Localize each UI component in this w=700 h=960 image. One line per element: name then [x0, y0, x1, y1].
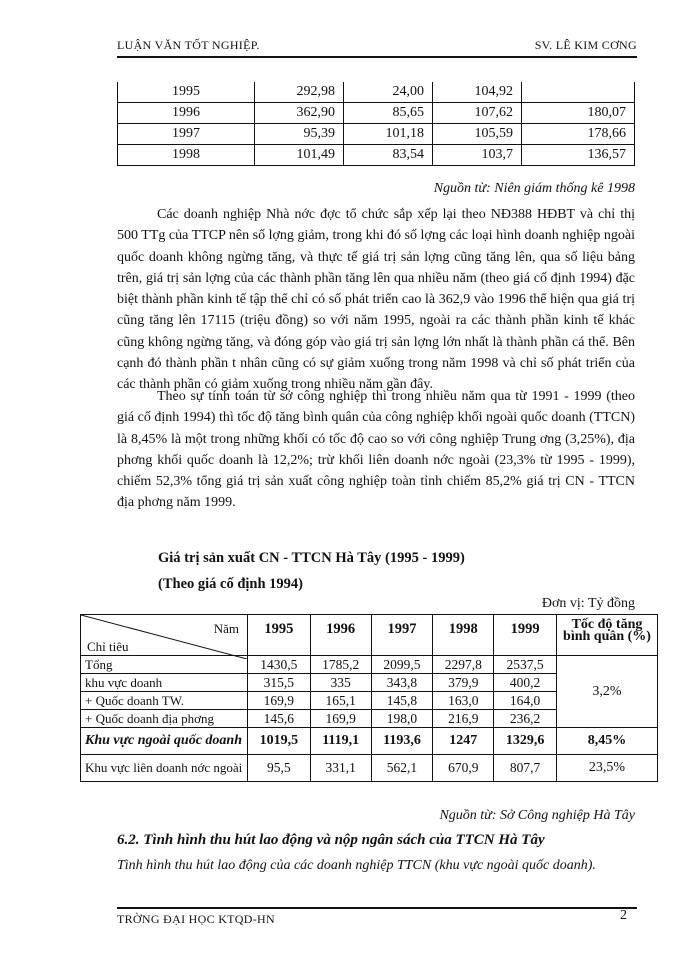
value-cell: 85,65 [344, 103, 433, 124]
row-label: Khu vực ngoài quốc doanh [81, 728, 248, 755]
year-header: 1995 [248, 615, 311, 656]
value-cell: 145,6 [248, 710, 311, 728]
value-cell: 136,57 [522, 145, 635, 166]
table-row [118, 82, 635, 103]
value-cell: 165,1 [310, 692, 371, 710]
value-cell: 180,07 [522, 103, 635, 124]
value-cell: 105,59 [433, 124, 522, 145]
value-cell: 292,98 [255, 82, 344, 103]
value-cell: 562,1 [371, 755, 433, 782]
growth-cell: 3,2% [557, 656, 658, 728]
page-number: 2 [620, 908, 627, 923]
value-cell: 216,9 [433, 710, 494, 728]
value-cell: 101,18 [344, 124, 433, 145]
value-cell: 178,66 [522, 124, 635, 145]
value-cell: 400,2 [494, 674, 557, 692]
year-cell: 1998 [118, 145, 255, 166]
value-cell: 145,8 [371, 692, 433, 710]
footer-rule [117, 907, 637, 909]
value-cell: 95,39 [255, 124, 344, 145]
value-cell: 1329,6 [494, 728, 557, 755]
value-cell: 315,5 [248, 674, 311, 692]
page-header [117, 38, 637, 54]
value-cell: 1119,1 [310, 728, 371, 755]
value-cell: 104,92 [433, 82, 522, 103]
value-cell: 164,0 [494, 692, 557, 710]
value-cell: 169,9 [310, 710, 371, 728]
body-paragraph-2: Theo sự tính toán từ sở công nghiệp thì trong nhiều năm qua từ 1991 - 1999 (theo giá cố định 1994) thì tốc độ tăng bình quân của công nghiệp khối ngoài quốc doanh (TTCN) là 8,45% là một trong những khối có tốc độ cao so với công nghiệp Trung ơng (3,25%), địa phơng khối quốc doanh là 12,2%; trừ khối liên doanh nớc ngoài (23,3% từ 1995 - 1999), chiếm 52,3% tổng giá trị sản xuất công nghiệp toàn tỉnh chiếm 85,2% giá trị CN - TTCN địa phơng năm 1999. [117, 389, 635, 511]
header-thesis-label: LUẬN VĂN TỐT NGHIỆP. [117, 38, 260, 52]
value-cell: 83,54 [344, 145, 433, 166]
value-cell: 670,9 [433, 755, 494, 782]
value-cell: 2297,8 [433, 656, 494, 674]
value-cell: 362,90 [255, 103, 344, 124]
production-index-table [117, 82, 635, 166]
row-label: Khu vực liên doanh nớc ngoài [81, 755, 248, 782]
year-header: 1998 [433, 615, 494, 656]
header-rule [117, 56, 637, 58]
year-cell: 1996 [118, 103, 255, 124]
value-cell: 1247 [433, 728, 494, 755]
value-cell: 331,1 [310, 755, 371, 782]
year-header: 1997 [371, 615, 433, 656]
row-label: + Quốc doanh địa phơng [81, 710, 248, 728]
table-header-row [81, 615, 658, 656]
value-cell [522, 82, 635, 103]
diagonal-header-cell [81, 615, 248, 656]
value-cell: 24,00 [344, 82, 433, 103]
year-header: 1999 [494, 615, 557, 656]
year-cell: 1997 [118, 124, 255, 145]
year-cell: 1995 [118, 82, 255, 103]
value-cell: 107,62 [433, 103, 522, 124]
table-row [118, 103, 635, 124]
growth-cell: 23,5% [557, 755, 658, 782]
value-cell: 163,0 [433, 692, 494, 710]
unit-label: Đơn vị: Tỷ đồng [541, 596, 635, 611]
header-indicator-label: Chỉ tiêu [87, 639, 129, 654]
value-cell: 103,7 [433, 145, 522, 166]
row-label: khu vực doanh [81, 674, 248, 692]
value-cell: 1785,2 [310, 656, 371, 674]
table1-source-note: Nguồn từ: Niên giám thống kê 1998 [433, 181, 635, 196]
value-cell: 1193,6 [371, 728, 433, 755]
value-cell: 1019,5 [248, 728, 311, 755]
value-cell: 2099,5 [371, 656, 433, 674]
value-cell: 335 [310, 674, 371, 692]
header-student-name: SV. LÊ KIM CƠNG [534, 38, 637, 52]
year-header: 1996 [310, 615, 371, 656]
row-label: Tổng [81, 656, 248, 674]
section-intro-paragraph: Tình hình thu hút lao động của các doanh nghiệp TTCN (khu vực ngoài quốc doanh). [117, 858, 596, 873]
value-cell: 101,49 [255, 145, 344, 166]
table2-subcaption: (Theo giá cố định 1994) [158, 576, 304, 592]
value-cell: 343,8 [371, 674, 433, 692]
growth-cell: 8,45% [557, 728, 658, 755]
value-cell: 379,9 [433, 674, 494, 692]
header-year-label: Năm [213, 621, 239, 636]
section-heading: 6.2. Tình hình thu hút lao động và nộp ngân sách của TTCN Hà Tây [117, 832, 545, 848]
table-row [81, 728, 658, 755]
value-cell: 95,5 [248, 755, 311, 782]
value-cell: 198,0 [371, 710, 433, 728]
production-value-table [80, 614, 658, 782]
value-cell: 1430,5 [248, 656, 311, 674]
body-paragraph-1: Các doanh nghiệp Nhà nớc đợc tổ chức sắp xếp lại theo NĐ388 HĐBT và chỉ thị 500 TTg của TTCP nên số lợng giảm, trong khi đó số lợng các loại hình doanh nghiệp ngoài quốc doanh không ngừng tăng, và thực tế giá trị sản lợng cũng tăng lên, qua số liệu bảng trên, giá trị sản lợng của các thành phần tăng lên qua nhiều năm (theo giá cố định 1994) đặc biệt thành phần kinh tế tập thể chỉ có số phát triển cao là 362,9 vào 1996 thể hiện qua giá trị cũng tăng lên 17115 (triệu đồng) so với năm 1995, ngoài ra các thành phần kinh tế khác cũng không ngừng tăng, và đóng góp vào giá trị sản lợng lớn nhất là thành phần cá thể. Bên cạnh đó thành phần t nhân cũng có sự giảm xuống trong năm 1998 và chỉ số phát triển của các thành phần có giảm xuống trong nhiều năm gần đây. [117, 207, 635, 393]
value-cell: 169,9 [248, 692, 311, 710]
row-label: + Quốc doanh TW. [81, 692, 248, 710]
table-row [118, 124, 635, 145]
growth-rate-header: Tốc độ tăng bình quân (%) [557, 615, 658, 656]
table-row [118, 145, 635, 166]
value-cell: 2537,5 [494, 656, 557, 674]
table2-caption: Giá trị sản xuất CN - TTCN Hà Tây (1995 - 1999) [158, 550, 465, 566]
value-cell: 236,2 [494, 710, 557, 728]
value-cell: 807,7 [494, 755, 557, 782]
table-row [81, 755, 658, 782]
footer-university: TRỜNG ĐẠI HỌC KTQD-HN [117, 912, 275, 926]
table2-source-note: Nguồn từ: Sở Công nghiệp Hà Tây [439, 808, 635, 823]
